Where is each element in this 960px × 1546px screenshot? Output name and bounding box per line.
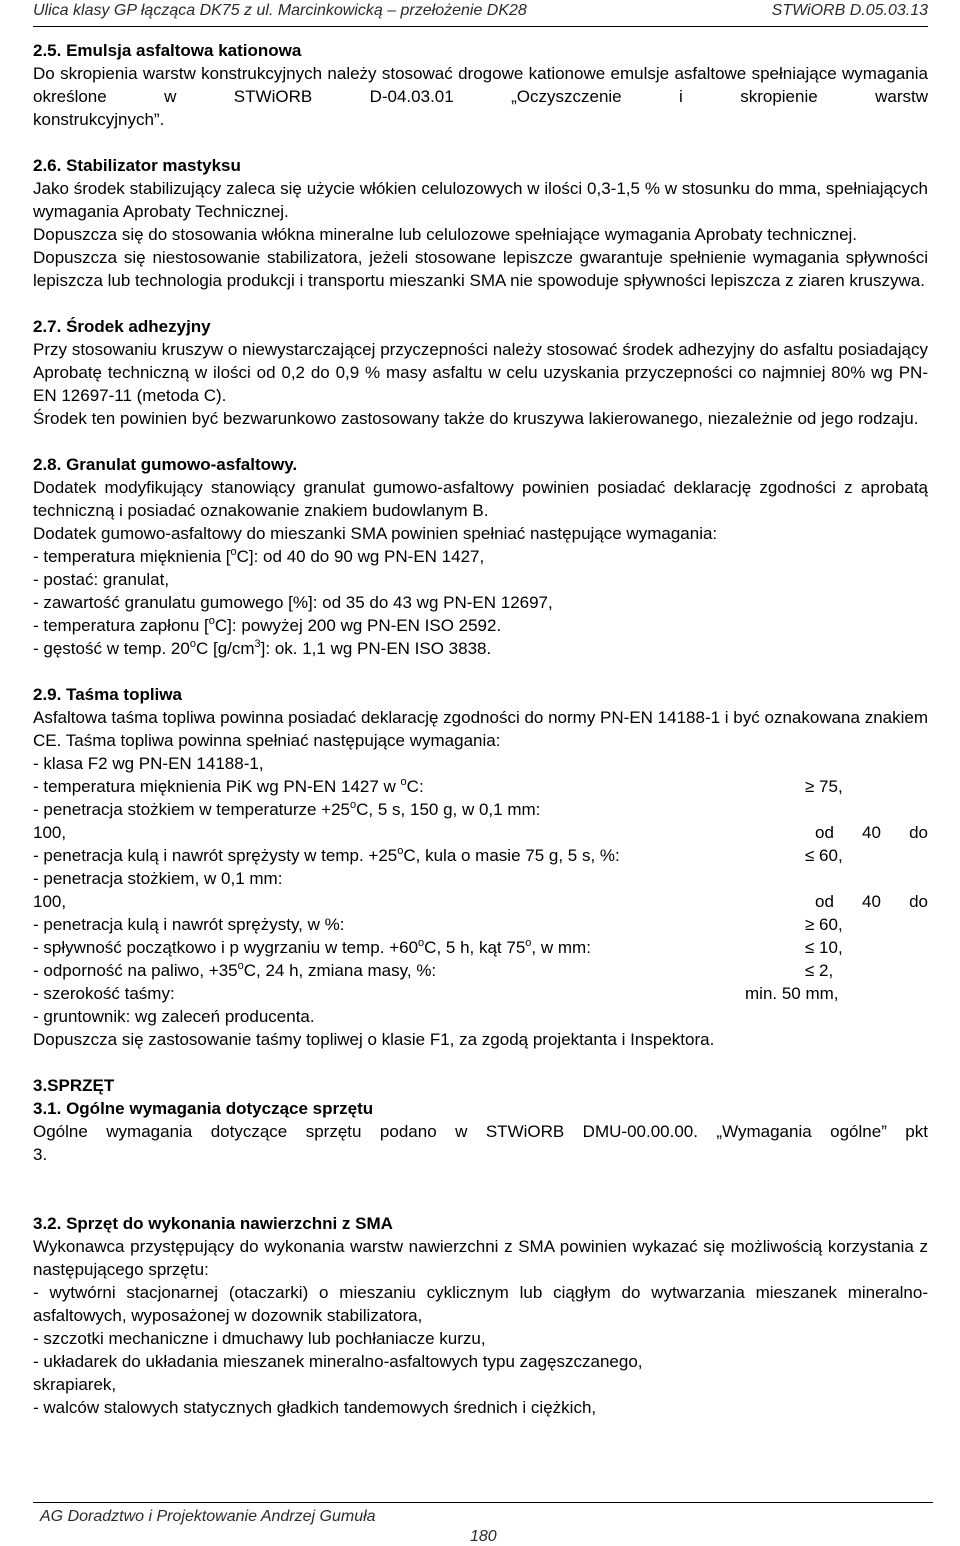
tape-req-8-value: ≤ 2, <box>805 961 834 980</box>
section-2-8-title: 2.8. Granulat gumowo-asfaltowy. <box>33 455 298 474</box>
section-2-6-p1: Jako środek stabilizujący zaleca się użycie włókien celulozowych w ilości 0,3-1,5 % w stosunku do mma, spełniających wymagania Aprobaty Technicznej. <box>33 179 928 221</box>
tape-req-10: - gruntownik: wg zaleceń producenta. <box>33 1007 315 1026</box>
section-3-1-body-end: 3. <box>33 1145 48 1164</box>
section-2-8-item-1: - temperatura mięknienia [$^o$C]: od 40 do 90 wg PN-EN 1427, <box>33 546 485 566</box>
tape-req-5: - penetracja stożkiem, w 0,1 mm: od 40 do <box>33 869 928 911</box>
section-2-8-p2: Dodatek gumowo-asfaltowy do mieszanki SMA powinien spełniać następujące wymagania: <box>33 524 718 543</box>
tape-req-4-value: ≤ 60, <box>805 846 843 865</box>
page-number: 180 <box>470 1528 497 1545</box>
document-body <box>33 39 928 1419</box>
tape-req-6-value: ≥ 60, <box>805 915 843 934</box>
section-2-8-item-2: - postać: granulat, <box>33 570 170 589</box>
section-2-9-p1: Asfaltowa taśma topliwa powinna posiadać deklarację zgodności do normy PN-EN 14188-1 i być oznakowana znakiem CE. Taśma topliwa powinna spełniać następujące wymagania: <box>33 708 928 750</box>
tape-req-3-cont: 100, <box>33 823 67 842</box>
section-3-title: 3.SPRZĘT <box>33 1076 115 1095</box>
header-spec-code: STWiORB D.05.03.13 <box>771 2 928 19</box>
tape-req-8: - odporność na paliwo, $+35^oC$, 24 h, zmiana masy, %: ≤ 2, <box>33 960 834 980</box>
tape-req-2: - temperatura mięknienia PiK wg PN-EN 1427 w $^o$C: ≥ 75, <box>33 776 843 796</box>
section-2-8-p1: Dodatek modyfikujący stanowiący granulat gumowo-asfaltowy powinien posiadać deklarację zgodności z aprobatą techniczną i posiadać oznakowanie znakiem budowlanym B. <box>33 478 928 520</box>
tape-req-7-value: ≤ 10, <box>805 938 843 957</box>
section-2-6-p2: Dopuszcza się do stosowania włókna mineralne lub celulozowe spełniające wymagania Aprobaty technicznej. <box>33 225 858 244</box>
section-3-1-title: 3.1. Ogólne wymagania dotyczące sprzętu <box>33 1099 374 1118</box>
section-2-7-p2: Środek ten powinien być bezwarunkowo zastosowany także do kruszywa lakierowanego, niezależnie od jego rodzaju. <box>33 409 919 428</box>
section-2-9-p2: Dopuszcza się zastosowanie taśmy topliwej o klasie F1, za zgodą projektanta i Inspektora. <box>33 1030 715 1049</box>
section-3-2-item-5: - walców stalowych statycznych gładkich tandemowych średnich i ciężkich, <box>33 1398 597 1417</box>
tape-req-6: - penetracja kulą i nawrót sprężysty, w %: ≥ 60, <box>33 915 843 934</box>
section-2-6-title: 2.6. Stabilizator mastyksu <box>33 156 241 175</box>
section-2-7-p1: Przy stosowaniu kruszyw o niewystarczającej przyczepności należy stosować środek adhezyjny do asfaltu posiadający Aprobatę techniczną w ilości od 0,2 do 0,9 % masy asfaltu w celu uzyskania przyczepności co najmniej 80% wg PN-EN 12697-11 (metoda C). <box>33 340 928 405</box>
tape-req-4: - penetracja kulą i nawrót sprężysty w temp. $+25^oC$, kula o masie 75 g, 5 s, %: ≤ 60, <box>33 845 843 865</box>
tape-req-9-value: min. 50 mm, <box>745 984 839 1003</box>
tape-req-5-value: od 40 do <box>815 892 928 911</box>
tape-req-1: - klasa F2 wg PN-EN 14188-1, <box>33 754 264 773</box>
footer-company: AG Doradztwo i Projektowanie Andrzej Gumuła <box>40 1508 376 1525</box>
page-header <box>33 0 928 27</box>
section-3-1-body: Ogólne wymagania dotyczące sprzętu podano w STWiORB DMU-00.00.00. „Wymagania ogólne” pkt <box>33 1122 928 1141</box>
section-2-8-item-5: - gęstość w temp. 20$^o$C $[g/cm^3]$: ok. 1,1 wg PN-EN ISO 3838. <box>33 638 492 658</box>
section-2-5-title: 2.5. Emulsja asfaltowa kationowa <box>33 41 302 60</box>
section-3-2-item-3: - układarek do układania mieszanek mineralno-asfaltowych typu zagęszczanego, <box>33 1352 643 1371</box>
header-project-title: Ulica klasy GP łącząca DK75 z ul. Marcinkowicką – przełożenie DK28 <box>33 2 527 19</box>
section-2-8-item-4: - temperatura zapłonu [$^o$C]: powyżej 200 wg PN-EN ISO 2592. <box>33 615 502 635</box>
section-2-6-p3: Dopuszcza się niestosowanie stabilizatora, jeżeli stosowane lepiszcze gwarantuje spełnienie wymagania spływności lepiszcza lub technologia produkcji i transportu mieszanki SMA nie spowoduje spływności lepiszcza z ziaren kruszywa. <box>33 248 928 290</box>
section-2-9-title: 2.9. Taśma topliwa <box>33 685 182 704</box>
section-2-5-body-end: konstrukcyjnych”. <box>33 110 165 129</box>
section-2-7-title: 2.7. Środek adhezyjny <box>33 317 211 336</box>
tape-req-3-value: od 40 do <box>815 823 928 842</box>
tape-req-7: - spływność początkowo i p wygrzaniu w temp. $+60^oC$, 5 h, kąt 75$^o$, w mm: ≤ 10, <box>33 937 843 957</box>
footer-divider <box>33 1502 933 1503</box>
section-3-2-p1: Wykonawca przystępujący do wykonania warstw nawierzchni z SMA powinien wykazać się możliwością korzystania z następującego sprzętu: <box>33 1237 928 1279</box>
tape-req-5-cont: 100, <box>33 892 67 911</box>
tape-req-9: - szerokość taśmy: min. 50 mm, <box>33 984 839 1003</box>
section-2-5-body: Do skropienia warstw konstrukcyjnych należy stosować drogowe kationowe emulsje asfaltowe spełniające wymagania określone w STWiORB D-04.03.01 „Oczyszczenie i skropienie warstw <box>33 64 928 106</box>
section-2-8-item-3: - zawartość granulatu gumowego [%]: od 35 do 43 wg PN-EN 12697, <box>33 593 553 612</box>
section-3-2-item-1: - wytwórni stacjonarnej (otaczarki) o mieszaniu cyklicznym lub ciągłym do wytwarzania mieszanek mineralno-asfaltowych, wyposażonej w dozownik stabilizatora, <box>33 1283 928 1325</box>
section-3-2-item-2: - szczotki mechaniczne i dmuchawy lub pochłaniacze kurzu, <box>33 1329 486 1348</box>
section-3-2-item-4: skrapiarek, <box>33 1375 117 1394</box>
tape-req-2-value: ≥ 75, <box>805 777 843 796</box>
section-3-2-title: 3.2. Sprzęt do wykonania nawierzchni z SMA <box>33 1214 393 1233</box>
tape-req-3: - penetracja stożkiem w temperaturze $+25^oC$, 5 s, 150 g, w 0,1 mm: od 40 do <box>33 799 928 842</box>
